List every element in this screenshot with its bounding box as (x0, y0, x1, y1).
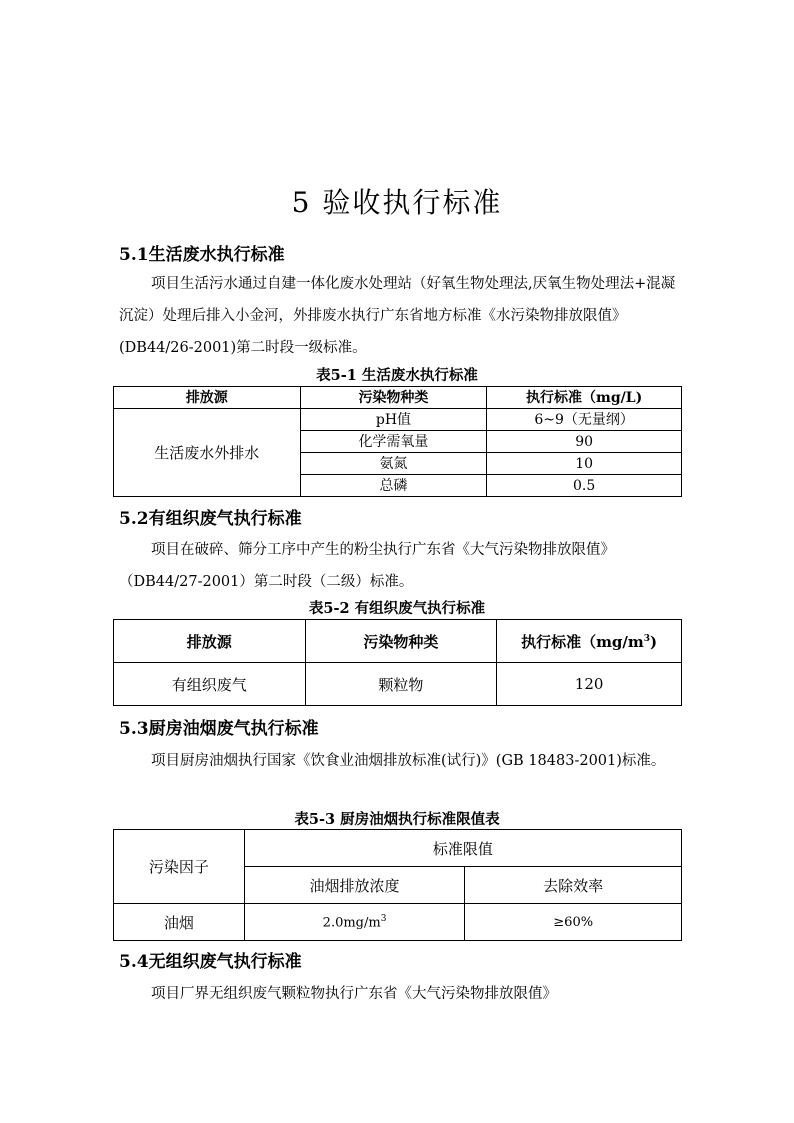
table-header-row (114, 620, 682, 663)
table-cell-concentration: $2.0mg/m^3$ (244, 904, 465, 941)
table-cell-pollutant: 化学需氧量 (300, 431, 487, 453)
column-header: 执行标准（mg/L) (487, 387, 682, 409)
page-title: 5 验收执行标准 (291, 186, 503, 219)
column-header: 排放源 (114, 387, 301, 409)
column-header: 执行标准$(mg/m^3)$ (497, 620, 682, 663)
table-caption-5-3: 表5-3 厨房油烟执行标准限值表 (294, 811, 500, 828)
table-caption-5-2: 表5-2 有组织废气执行标准 (308, 600, 486, 617)
section-heading-5-4: 5.4无组织废气执行标准 (119, 952, 302, 972)
column-header-factor: 污染因子 (114, 830, 245, 904)
section-paragraph-5-3: 项目厨房油烟执行国家《饮食业油烟排放标准(试行)》(GB 18483-2001)标准。 (151, 753, 666, 769)
table-5-1 (113, 386, 682, 497)
table-cell-pollutant: 氨氮 (300, 453, 487, 475)
section-heading-5-3: 5.3厨房油烟废气执行标准 (119, 719, 319, 739)
column-header: 排放源 (114, 620, 306, 663)
table-cell-pollutant: 颗粒物 (305, 663, 497, 706)
table-caption-5-1: 表5-1 生活废水执行标准 (316, 367, 478, 384)
table-cell-efficiency: ≥60% (465, 904, 682, 941)
column-header: 污染物种类 (305, 620, 497, 663)
section-paragraph-5-1: 项目生活污水通过自建一体化废水处理站（好氧生物处理法,厌氧生物处理法+混凝沉淀）处理后排入小金河，外排废水执行广东省地方标准《水污染物排放限值》(DB44/26-2001)第二时段一级标准。 (119, 276, 676, 356)
table-header-row (114, 830, 682, 867)
section-heading-5-1: 5.1生活废水执行标准 (119, 245, 285, 265)
table-cell-pollutant: pH值 (300, 409, 487, 431)
column-header-concentration: 油烟排放浓度 (244, 867, 465, 904)
column-header-efficiency: 去除效率 (465, 867, 682, 904)
table-5-2 (113, 619, 682, 706)
section-heading-5-2: 5.2有组织废气执行标准 (119, 509, 302, 529)
table-cell-standard: 6~9（无量纲） (487, 409, 682, 431)
column-header-limit: 标准限值 (244, 830, 681, 867)
table-cell-source: 生活废水外排水 (114, 409, 301, 497)
table-header-row (114, 387, 682, 409)
section-paragraph-5-2: 项目在破碎、筛分工序中产生的粉尘执行广东省《大气污染物排放限值》（DB44/27-2001）第二时段（二级）标准。 (119, 542, 615, 590)
column-header: 污染物种类 (300, 387, 487, 409)
table-cell-pollutant: 总磷 (300, 475, 487, 497)
table-cell-standard: 90 (487, 431, 682, 453)
table-cell-source: 有组织废气 (114, 663, 306, 706)
table-row (114, 904, 682, 941)
table-cell-factor: 油烟 (114, 904, 245, 941)
table-cell-standard: 0.5 (487, 475, 682, 497)
table-row (114, 663, 682, 706)
table-row (114, 409, 682, 431)
table-cell-standard: 10 (487, 453, 682, 475)
table-cell-standard: 120 (497, 663, 682, 706)
table-5-3 (113, 829, 682, 941)
section-paragraph-5-4: 项目厂界无组织废气颗粒物执行广东省《大气污染物排放限值》 (151, 986, 557, 1002)
